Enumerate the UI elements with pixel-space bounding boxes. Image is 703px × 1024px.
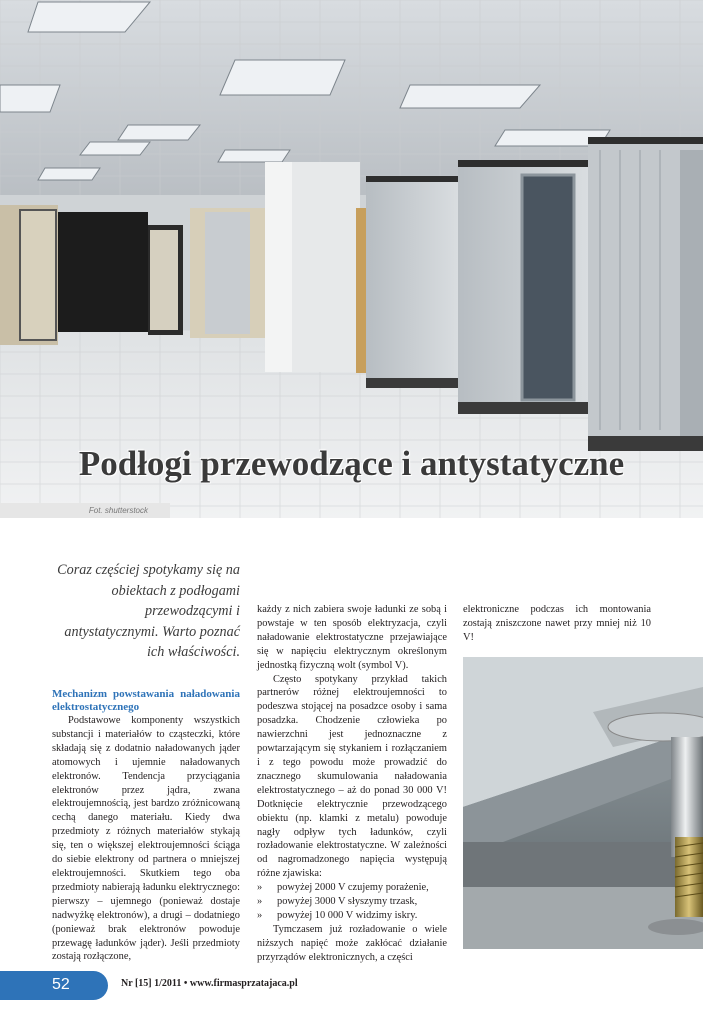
article-title: Podłogi przewodzące i antystatyczne: [78, 444, 625, 483]
section-subhead: Mechanizm powstawania naładowania elektrostatycznego: [52, 688, 240, 713]
paragraph: Często spotykany przykład takich partnerów różnej elektroujemności to podeszwa stojącej na posadzce osoby i sama posadzka. Chodzenie człowieka po nawierzchni jest jednoznaczne z powtarzającym się stykaniem i rozłączaniem i z tego powodu może prowadzić do znacznego skumulowania naładowania elektrostatycznego – aż do ponad 30 000 V! Dotknięcie elektrycznie przewodzącego obiektu (np. klamki z metalu) powoduje nagły odpływ tych ładunków, czyli rozładowanie elektrostatyczne. W zależności od nagromadzonego napięcia występują różne zjawiska:: [257, 673, 447, 880]
paragraph: każdy z nich zabiera swoje ładunki ze sobą i powstaje w ten sposób elektryzacja, czyli naładowanie elektrostatyczne przejawiające się w napięciu elektrycznym określonym jednostką fizyczną wolt (symbol V).: [257, 604, 447, 671]
paragraph: Tymczasem już rozładowanie o wiele niższych napięć może zakłócać działanie przyrządów elektronicznych, a części: [257, 923, 447, 963]
paragraph: Podstawowe komponenty wszystkich substancji i materiałów to cząsteczki, które składają się z dodatnio naładowanych jąder atomowych i ujemnie naładowanych elektronów. Tendencja przyciągania elektronów przez jądra, zwana elektroujemnością, jest bardzo zróżnicowaną cechą danego materiału. Kiedy dwa przedmioty z różnych materiałów stykają się, ten o większej elektroujemności ściąga do siebie elektrony od partnera o mniejszej elektroujemności. Skutkiem tego oba przedmioty nabierają ładunku elektrycznego: pierwszy – ujemnego (ponieważ dostaje nadwyżkę elektronów), a drugi – dodatniego (ponieważ brak elektronów powoduje przewagę ładunków jąder). Jeśli przedmioty zostają rozłączone,: [52, 715, 240, 963]
separator: •: [183, 978, 188, 989]
page-number: 52: [52, 976, 70, 993]
list-item: » powyżej 2000 V czujemy porażenie,: [257, 882, 429, 894]
website-link[interactable]: www.firmasprzatajaca.pl: [189, 978, 298, 989]
footer-info: [121, 978, 298, 989]
issue-number: Nr [15] 1/2011: [121, 978, 182, 989]
list-item: » powyżej 10 000 V widzimy iskry.: [257, 909, 418, 921]
text-column-2: [257, 603, 447, 965]
voltage-list: [257, 881, 447, 923]
paragraph: elektroniczne podczas ich montowania zostają zniszczone nawet przy mniej niż 10 V!: [463, 604, 651, 643]
photo-credit: Fot. shutterstock: [0, 503, 170, 518]
text-column-1: [52, 688, 240, 964]
text-column-3: [463, 603, 651, 645]
article-lead: Coraz częściej spotykamy się na obiektach z podłogami przewodzącymi i antystatycznymi. Warto poznać ich właściwości.: [57, 562, 240, 660]
raised-floor-pedestal-photo: [463, 657, 703, 949]
list-item: » powyżej 3000 V słyszymy trzask,: [257, 896, 418, 908]
